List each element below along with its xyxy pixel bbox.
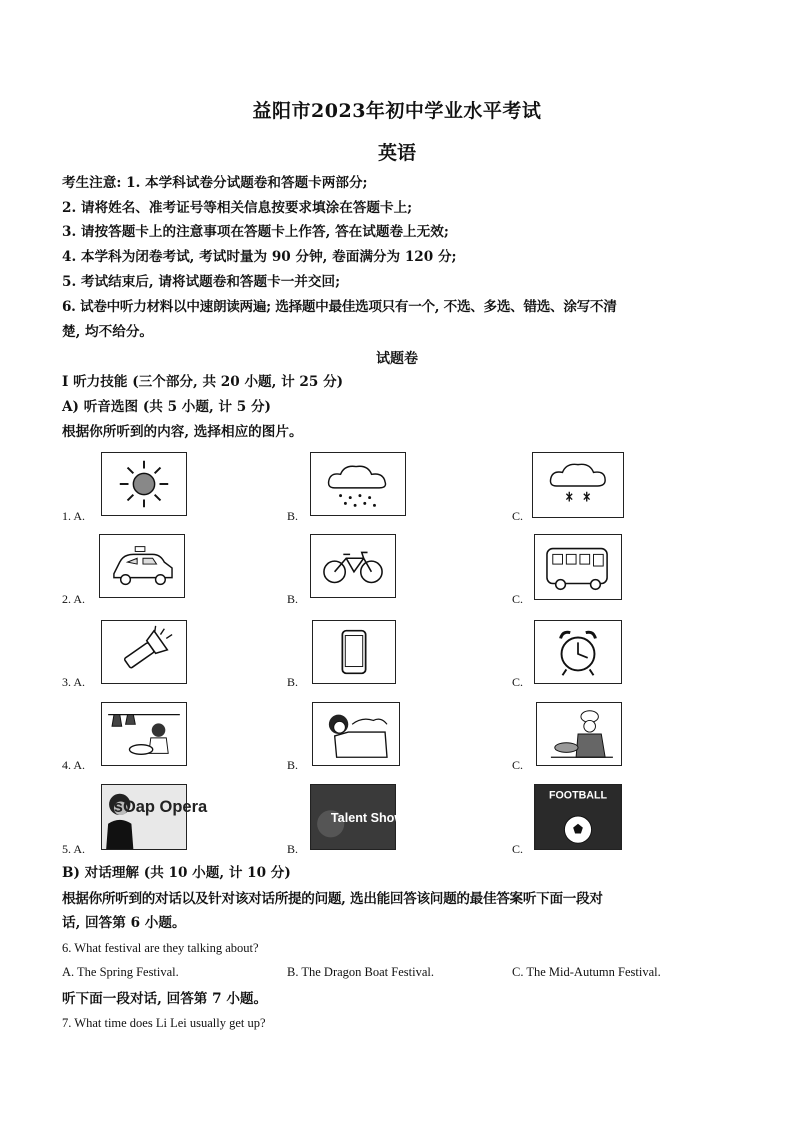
snow-cloud-icon (532, 452, 624, 518)
notice-line-1: 考生注意: 1. 本学科试卷分试题卷和答题卡两部分; (62, 175, 368, 191)
partB-instruction-1: 根据你所听到的对话以及针对该对话所提的问题, 选出能回答该问题的最佳答案听下面一段对 (62, 891, 603, 907)
flashlight-icon (101, 620, 187, 684)
option-label: 4. A. (62, 758, 86, 772)
q6-option-b: B. The Dragon Boat Festival. (287, 965, 434, 979)
washing-clothes-image (101, 702, 187, 766)
question-6: 6. What festival are they talking about? (62, 941, 259, 955)
exam-title: 益阳市2023年初中学业水平考试 (252, 100, 542, 122)
sun-icon (101, 452, 187, 516)
alarm-clock-icon (534, 620, 622, 684)
option-label: B. (287, 509, 299, 523)
soap-opera-poster (101, 784, 208, 850)
sleeping-image (312, 702, 400, 766)
question-7: 7. What time does Li Lei usually get up? (62, 1016, 266, 1030)
partB-heading: B) 对话理解 (共 10 小题, 计 10 分) (62, 865, 291, 881)
partA-heading: A) 听音选图 (共 5 小题, 计 5 分) (62, 399, 271, 415)
paper-title: 试题卷 (376, 351, 418, 367)
option-label: B. (287, 758, 299, 772)
q6-option-a: A. The Spring Festival. (62, 965, 179, 979)
q6-option-c: C. The Mid-Autumn Festival. (512, 965, 661, 979)
part1-heading: I 听力技能 (三个部分, 共 20 小题, 计 25 分) (62, 374, 344, 390)
bus-icon (534, 534, 622, 600)
football-poster (534, 784, 622, 850)
q7-instruction: 听下面一段对话, 回答第 7 小题。 (62, 991, 268, 1007)
option-label: C. (512, 842, 524, 856)
football-text: FOOTBALL (548, 789, 608, 802)
partA-instruction: 根据你所听到的内容, 选择相应的图片。 (62, 424, 303, 440)
option-label: B. (287, 592, 299, 606)
option-label: C. (512, 758, 524, 772)
option-label: C. (512, 509, 524, 523)
partB-instruction-2: 话, 回答第 6 小题。 (62, 915, 186, 931)
talent-show-poster (310, 784, 405, 850)
option-label: C. (512, 675, 524, 689)
subject-title: 英语 (377, 142, 416, 164)
smartphone-icon (312, 620, 396, 684)
option-label: B. (287, 675, 299, 689)
notice-line-2: 2. 请将姓名、准考证号等相关信息按要求填涂在答题卡上; (62, 200, 413, 216)
talent-text: Talent Show (330, 810, 405, 825)
notice-line-3: 3. 请按答题卡上的注意事项在答题卡上作答, 答在试题卷上无效; (62, 224, 449, 240)
option-label: 2. A. (62, 592, 86, 606)
option-label: C. (512, 592, 524, 606)
taxi-icon (99, 534, 185, 598)
soap-text: sOap Opera (113, 798, 208, 817)
notice-line-4: 4. 本学科为闭卷考试, 考试时量为 90 分钟, 卷面满分为 120 分; (62, 249, 457, 265)
bicycle-icon (310, 534, 396, 598)
notice-line-6: 6. 试卷中听力材料以中速朗读两遍; 选择题中最佳选项只有一个, 不选、多选、错选、涂写不清 (62, 299, 617, 315)
option-label: 5. A. (62, 842, 86, 856)
cooking-image (536, 702, 622, 766)
rain-cloud-icon (310, 452, 406, 516)
option-label: 1. A. (62, 509, 86, 523)
notice-line-7: 楚, 均不给分。 (62, 324, 154, 340)
option-label: B. (287, 842, 299, 856)
notice-line-5: 5. 考试结束后, 请将试题卷和答题卡一并交回; (62, 274, 341, 290)
option-label: 3. A. (62, 675, 86, 689)
